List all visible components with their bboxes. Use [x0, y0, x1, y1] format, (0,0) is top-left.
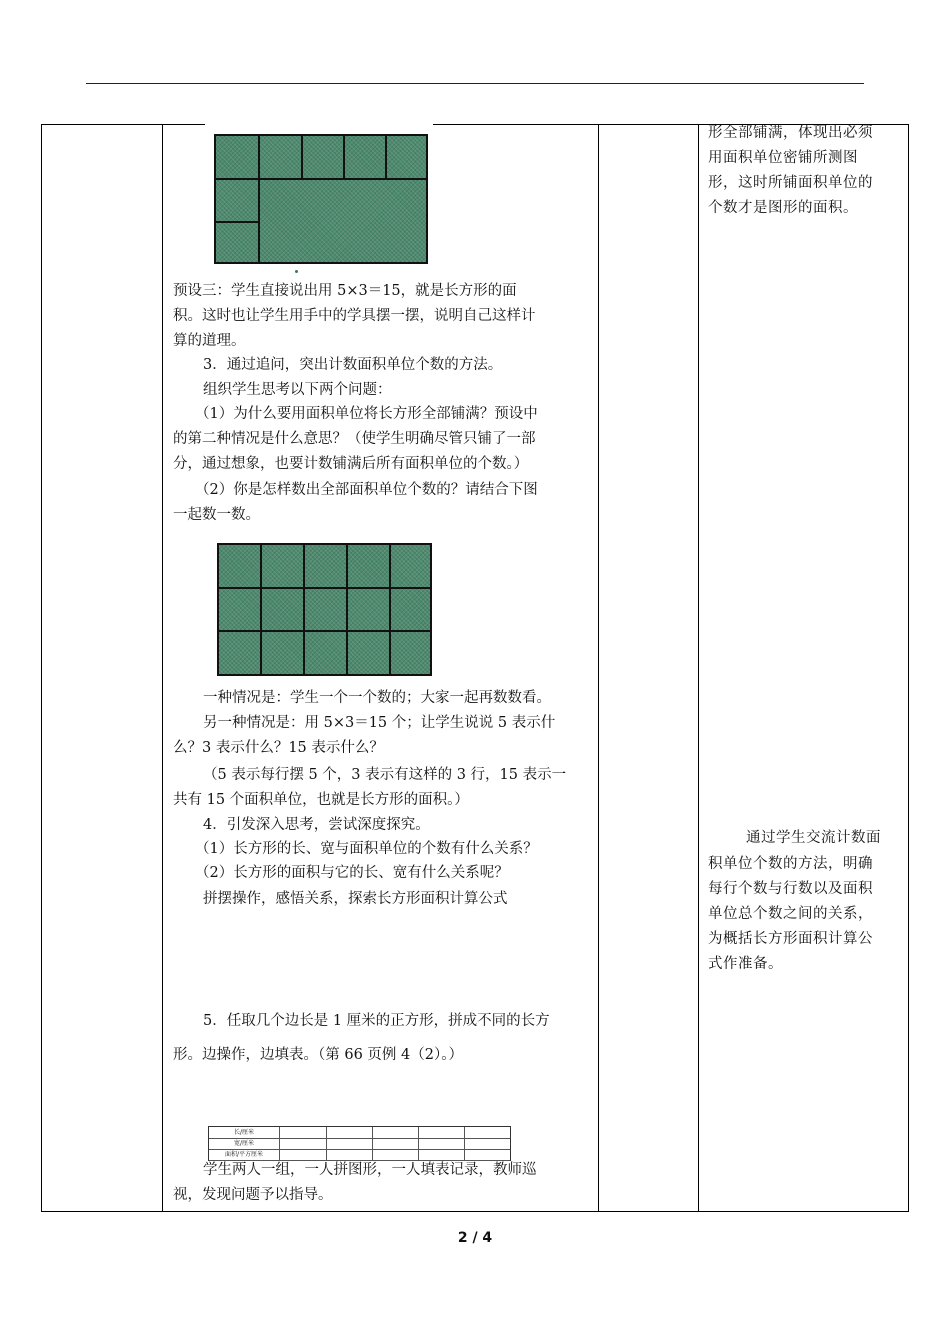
note-top-line4: 个数才是图形的面积。 [708, 200, 858, 216]
row-label-length: 长/厘米 [233, 1129, 255, 1136]
lesson-table [41, 124, 909, 1212]
figure-dot [295, 270, 298, 273]
note-top-line2: 用面积单位密铺所测图 [708, 150, 858, 166]
row-label-width: 宽/厘米 [233, 1140, 255, 1147]
main-content-column [163, 125, 599, 1211]
q1-line2: 的第二种情况是什么意思？（使学生明确尽管只铺了一部 [173, 431, 536, 447]
q1-line3: 分，通过想象，也要计数铺满后所有面积单位的个数。） [173, 456, 529, 472]
step5-line2: 形。边操作，边填表。（第 66 页例 4（2）。） [173, 1047, 463, 1063]
explain-line1: （5 表示每行摆 5 个，3 表示有这样的 3 行，15 表示一 [203, 767, 567, 783]
note-mid-line3: 每行个数与行数以及面积 [708, 881, 873, 897]
note-mid-line5: 为概括长方形面积计算公 [708, 931, 873, 947]
note-top-line3: 形，这时所铺面积单位的 [708, 175, 873, 191]
note-mid-line4: 单位总个数之间的关系， [708, 906, 873, 922]
step4-title: 4．引发深入思考，尝试深度探究。 [203, 817, 430, 833]
q1-line1: （1）为什么要用面积单位将长方形全部铺满？预设中 [195, 406, 538, 422]
group-line2: 视，发现问题予以指导。 [173, 1187, 333, 1203]
step3-intro: 组织学生思考以下两个问题： [203, 382, 392, 398]
q2-line1: （2）你是怎样数出全部面积单位个数的？请结合下图 [195, 482, 538, 498]
partial-tiling-figure [214, 134, 428, 264]
step3-title: 3．通过追问，突出计数面积单位个数的方法。 [203, 357, 503, 373]
full-tiling-figure [217, 543, 432, 676]
group-line1: 学生两人一组，一人拼图形，一人填表记录，教师巡 [203, 1162, 537, 1178]
note-mid-line6: 式作准备。 [708, 956, 783, 972]
step4-q1: （1）长方形的长、宽与面积单位的个数有什么关系？ [195, 841, 538, 857]
fill-in-table [208, 1126, 511, 1161]
case2-line1: 另一种情况是：用 5×3＝15 个；让学生说说 5 表示什 [203, 715, 556, 731]
step5-line1: 5．任取几个边长是 1 厘米的正方形，拼成不同的长方 [203, 1013, 550, 1029]
case1-text: 一种情况是：学生一个一个数的；大家一起再数数看。 [203, 690, 551, 706]
preset3-line3: 算的道理。 [173, 333, 246, 349]
design-notes-column [698, 125, 910, 1211]
row-label-area: 面积/平方厘米 [224, 1151, 264, 1158]
q2-line2: 一起数一数。 [173, 507, 260, 523]
preset3-line1: 预设三：学生直接说出用 5×3＝15，就是长方形的面 [173, 283, 517, 299]
step4-q2: （2）长方形的面积与它的长、宽有什么关系呢？ [195, 865, 509, 881]
page-number: 2 / 4 [457, 1230, 493, 1246]
note-mid-line2: 积单位个数的方法，明确 [708, 856, 873, 872]
step4-operation: 拼摆操作，感悟关系，探索长方形面积计算公式 [203, 891, 508, 907]
header-rule [86, 83, 864, 84]
preset3-line2: 积。这时也让学生用手中的学具摆一摆，说明自己这样计 [173, 308, 536, 324]
explain-line2: 共有 15 个面积单位，也就是长方形的面积。） [173, 792, 469, 808]
note-mid-line1: 通过学生交流计数面 [746, 830, 881, 846]
case2-line2: 么？3 表示什么？15 表示什么？ [173, 740, 384, 756]
note-top-line1: 形全部铺满，体现出必须 [708, 125, 873, 141]
